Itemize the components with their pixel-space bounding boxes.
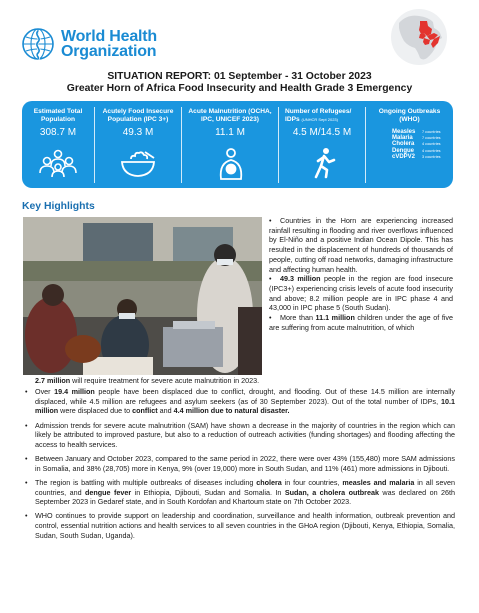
outbreak-name: cVDPV2 xyxy=(392,153,416,160)
highlight-bold: cholera xyxy=(256,477,282,487)
highlight-text: children under the age of five are suffering from acute malnutrition, of which xyxy=(269,313,453,332)
highlight-text: Admission trends for severe acute malnutrition (SAM) have shown a decrease in the majority of countries in the region which can likely be attributed to improved pasture, but also to a reduction of outreach activities (funding shortages) and flooding affecting the access to health services. xyxy=(35,420,455,449)
stat-label: Estimated Total xyxy=(33,108,83,115)
stat-value: 308.7 M xyxy=(39,127,77,138)
highlight-bold: measles and malaria xyxy=(342,477,415,487)
highlight-bold: 2.7 million xyxy=(35,376,71,385)
highlight-bold: 19.4 million xyxy=(54,387,95,396)
highlight-bold: Sudan, a cholera outbreak xyxy=(284,487,379,497)
outbreak-list xyxy=(392,129,452,160)
org-name-line2: Organization xyxy=(61,43,157,60)
stat-label: (WHO) xyxy=(399,116,420,123)
list-item xyxy=(24,511,455,540)
outbreak-name: Malaria xyxy=(392,135,413,142)
stat-label: Acutely Food Insecure xyxy=(102,108,174,115)
outbreak-name: Cholera xyxy=(392,141,415,148)
stat-label: Acute Malnutrition (OCHA, xyxy=(188,108,272,115)
highlight-text: Countries in the Horn are experiencing increased rainfall resulting in flooding and river overflows influenced by El-Niño and a positive Indian Ocean Dipole. This has resulted in the displacement of hundreds of thousands of people, cutting off road networks, damaging infrastructure and affecting human health. xyxy=(269,216,453,274)
highlight-bold: 10.1 million xyxy=(35,396,455,416)
stats-banner xyxy=(22,101,453,188)
highlights-list xyxy=(24,387,455,545)
outbreak-count: 7 countries xyxy=(422,136,441,141)
region-map-icon xyxy=(390,8,448,66)
stat-value: 49.3 M xyxy=(122,127,154,138)
stat-label: Population xyxy=(40,116,76,123)
stat-label: Ongoing Outbreaks xyxy=(378,108,441,115)
highlight-bold: 4.4 million due to natural disaster. xyxy=(173,406,290,416)
stat-source: (UNHCR Sept 2023) xyxy=(301,117,338,122)
outbreak-count: 4 countries xyxy=(422,148,441,153)
highlight-text: More than xyxy=(280,313,316,323)
person-running-icon xyxy=(309,147,339,179)
section-heading: Key Highlights xyxy=(22,201,95,212)
highlight-text: in four countries, xyxy=(281,477,343,487)
list-item xyxy=(24,454,455,473)
highlight-text: was declared on 26th September 2023 in Gedaref state, and in South Kordofan and Khartoum state on 7th October 2023. xyxy=(35,487,455,507)
org-name-line1: World Health xyxy=(61,28,157,45)
highlight-text: Between January and October 2023, compared to the same period in 2022, there were over 43% (155,480) more SAM admissions in Somalia, and 38% (28,705) more in Kenya, 9% (over 19,000) more in South Sudan, and 11% (461) more admissions in Djibouti. xyxy=(35,454,455,473)
highlight-text: in all seven countries, and xyxy=(35,477,455,497)
outbreak-count: 3 countries xyxy=(422,154,441,159)
highlight-bold: conflict xyxy=(132,406,158,416)
population-icon xyxy=(38,148,78,178)
stat-food-insecure xyxy=(95,101,181,188)
list-item xyxy=(24,478,455,507)
stat-malnutrition xyxy=(182,101,278,188)
field-photo xyxy=(23,217,262,375)
highlight-text: people in the region are food insecure (IPC3+) experiencing crisis levels of acute food insecurity and above; 8.2 million people are in IPC phase 4 and 43,000 in IPC phase 5 (South Sudan). xyxy=(269,274,453,313)
highlight-text: people have been displaced due to conflict, drought, and flooding. Out of these 14.5 million are internally displaced, while 4.5 million are refugees and asylum seekers (as of 30 September 2023). Out of the total number of IDPs, xyxy=(35,387,455,406)
stat-population xyxy=(22,101,94,188)
highlight-bold: 11.1 million xyxy=(315,313,355,323)
list-item xyxy=(24,421,455,450)
who-logo xyxy=(20,26,157,62)
highlight-text: were displaced due to xyxy=(58,406,133,416)
highlight-bold: 49.3 million xyxy=(280,274,321,284)
stat-label: IDPs xyxy=(285,116,300,123)
highlight-bold: dengue fever xyxy=(85,487,132,497)
highlight-text: WHO continues to provide support on leadership and coordination, surveillance and health information, outbreak prevention and control, essential nutrition actions and health services to all seven countries in the GHoA region (Djibouti, Kenya, Ethiopia, Somalia, Sudan, South Sudan, Uganda). xyxy=(35,511,455,540)
highlight-text: and xyxy=(157,406,174,416)
outbreak-name: Measles xyxy=(392,129,416,135)
highlight-continuation xyxy=(35,376,455,386)
highlight-text: in Ethiopia, Djibouti, Sudan and Somalia. In xyxy=(131,487,285,497)
outbreak-name: Dengue xyxy=(392,147,415,154)
stat-label: IPC, UNICEF 2023) xyxy=(201,116,259,123)
stat-refugees xyxy=(279,101,365,188)
stat-value: 11.1 M xyxy=(215,127,245,138)
highlight-text: The region is battling with multiple outbreaks of diseases including xyxy=(35,477,257,487)
highlight-text: Over xyxy=(35,387,55,396)
stat-label: Population (IPC 3+) xyxy=(107,116,169,123)
report-title: SITUATION REPORT: 01 September - 31 October 2023 xyxy=(107,71,372,82)
report-subtitle: Greater Horn of Africa Food Insecurity and Health Grade 3 Emergency xyxy=(66,83,413,94)
list-item xyxy=(24,387,455,416)
mother-child-icon xyxy=(214,147,248,181)
highlight-text: will require treatment for severe acute malnutrition in 2023. xyxy=(70,376,260,385)
outbreak-count: 4 countries xyxy=(422,142,441,147)
stat-label: Number of Refugees/ xyxy=(285,108,352,115)
stat-value: 4.5 M/14.5 M xyxy=(292,127,352,138)
food-bowl-icon xyxy=(118,149,158,179)
outbreak-item xyxy=(392,154,452,160)
highlights-right-column: • Countries in the Horn are experiencing increased rainfall resulting in flooding and river overflows influenced by El-Niño and a positive Indian Ocean Dipole. This has resulted in the displacement of hundreds of thousands of people, cutting off road networks, damaging infrastructure and affecting human health. • 49.3 million people in the region are food insecure (IPC3+) experiencing crisis levels of acute food insecurity and above; 8.2 million people are in IPC phase 4 and 43,000 in IPC phase 5 (South Sudan). • More than 11.1 million children under the age of five are suffering from acute malnutrition, of which xyxy=(269,216,453,332)
outbreak-count: 7 countries xyxy=(422,130,441,134)
who-emblem-icon xyxy=(20,26,56,62)
